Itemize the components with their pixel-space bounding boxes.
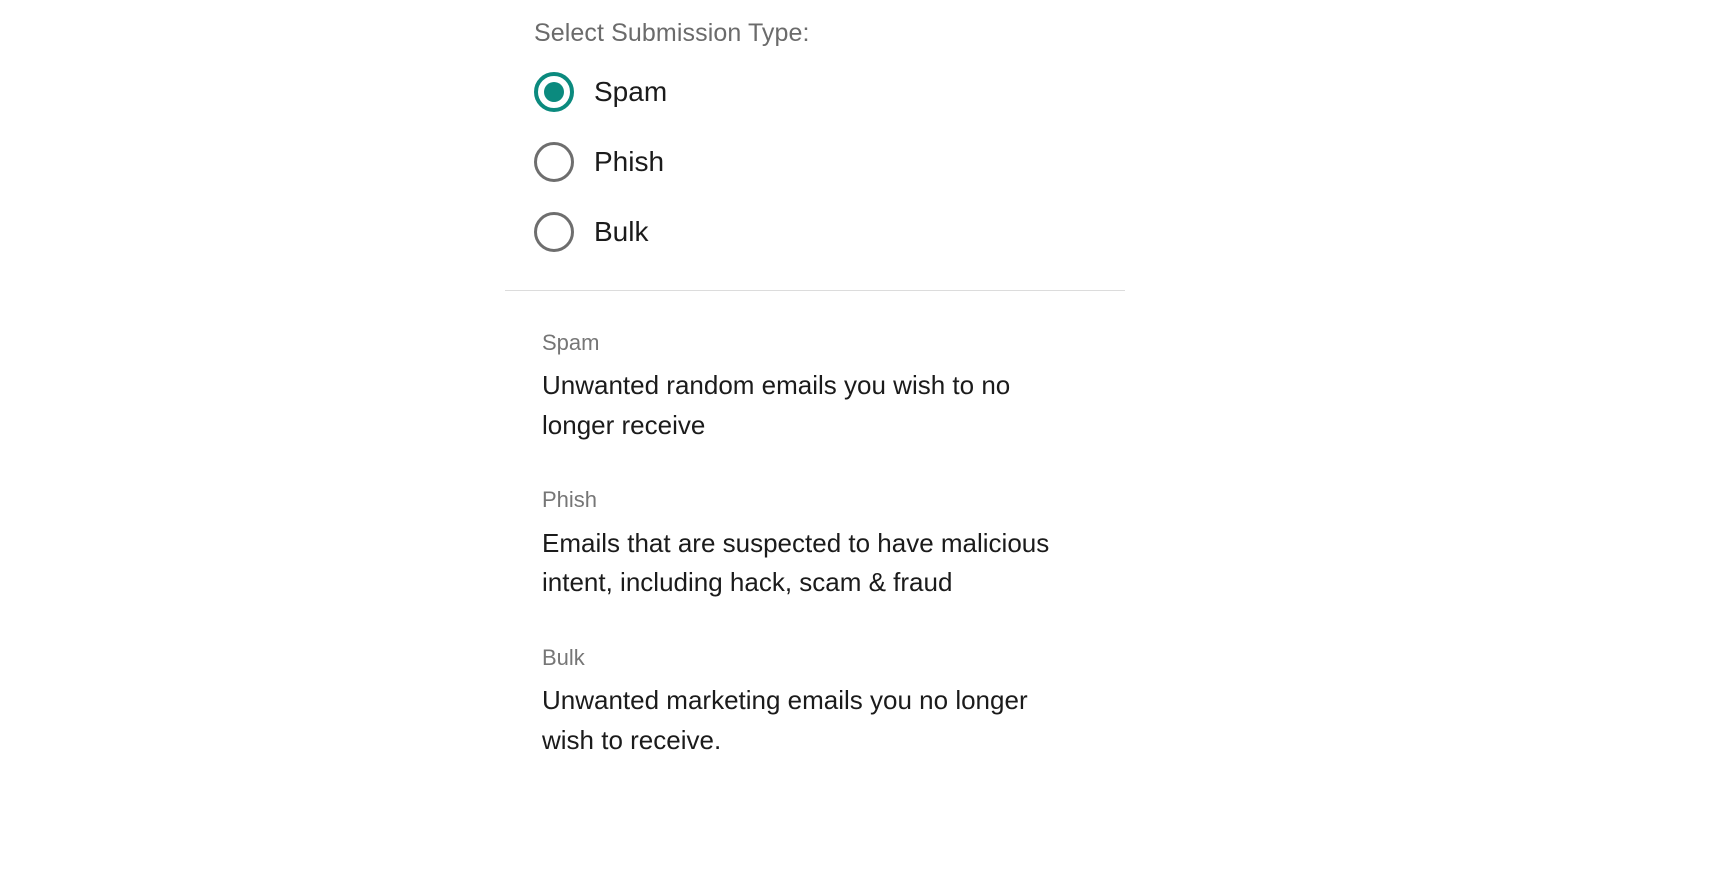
- radio-icon-phish[interactable]: [534, 142, 574, 182]
- definition-item-spam: [542, 330, 1162, 445]
- definition-term-spam: Spam: [542, 330, 600, 355]
- submission-type-form: [534, 0, 1194, 259]
- radio-icon-bulk[interactable]: [534, 212, 574, 252]
- definition-term-phish: Phish: [542, 487, 598, 513]
- section-label: Select Submission Type:: [534, 19, 810, 47]
- radio-icon-spam[interactable]: [534, 72, 574, 112]
- definition-text-spam: Unwanted random emails you wish to no longer receive: [542, 370, 1011, 440]
- radio-label-spam: Spam: [594, 76, 668, 107]
- submission-type-radio-group[interactable]: [534, 65, 1194, 259]
- definition-item-bulk: [542, 645, 1162, 760]
- definition-text-bulk: Unwanted marketing emails you no longer wish to receive.: [542, 685, 1028, 755]
- definition-text-phish: Emails that are suspected to have malicious intent, including hack, scam & fraud: [542, 527, 1050, 598]
- radio-dot-phish: [544, 152, 564, 172]
- radio-option-spam[interactable]: [534, 65, 1194, 119]
- radio-dot-spam: [544, 82, 564, 102]
- section-divider: [505, 290, 1125, 291]
- radio-label-phish: Phish: [594, 146, 665, 177]
- radio-label-bulk: Bulk: [594, 216, 649, 247]
- definition-term-bulk: Bulk: [542, 644, 585, 670]
- definitions-list: [542, 330, 1162, 760]
- definition-item-phish: [542, 487, 1162, 602]
- radio-option-phish[interactable]: [534, 135, 1194, 189]
- radio-option-bulk[interactable]: [534, 205, 1194, 259]
- radio-dot-bulk: [544, 222, 564, 242]
